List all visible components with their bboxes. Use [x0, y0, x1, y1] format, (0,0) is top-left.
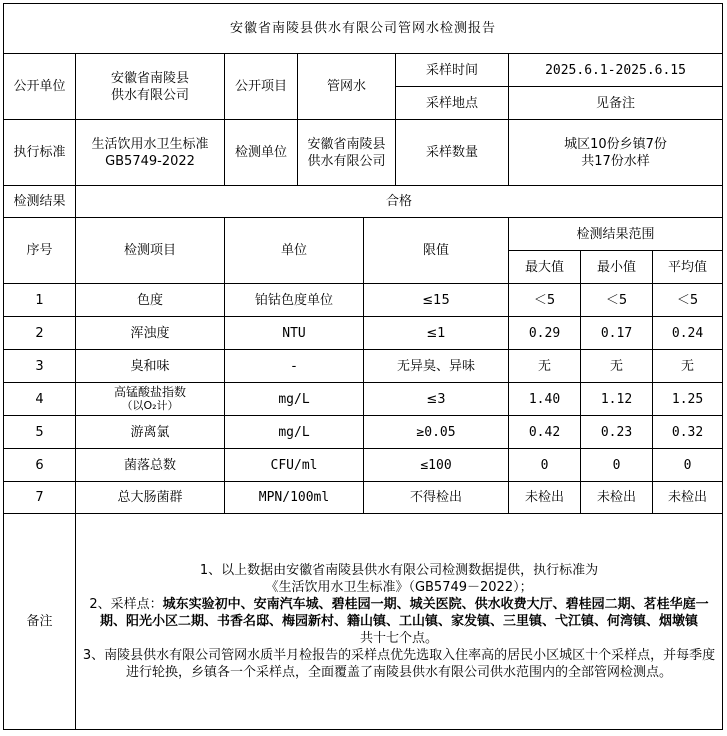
result-row [4, 186, 723, 218]
row-min: 未检出 [581, 482, 653, 514]
row-min: 0.23 [581, 416, 653, 449]
row-max: 0 [509, 449, 581, 482]
header-row-3 [4, 120, 723, 186]
col-range-header: 检测结果范围 [509, 218, 723, 251]
table-row [4, 416, 723, 449]
row-limit: 不得检出 [364, 482, 509, 514]
item-label: 公开项目 [225, 54, 298, 120]
col-min-header: 最小值 [581, 251, 653, 284]
row-unit: MPN/100ml [225, 482, 364, 514]
column-header-row-1 [4, 218, 723, 251]
note-2-tail: 共十七个点。 [360, 631, 439, 646]
col-item-header: 检测项目 [76, 218, 225, 284]
header-row-1 [4, 54, 723, 87]
standard-value-line-1: 生活饮用水卫生标准 [91, 136, 209, 152]
row-no: 4 [4, 383, 76, 416]
item-value: 管网水 [298, 54, 396, 120]
row-min: 1.12 [581, 383, 653, 416]
result-value: 合格 [76, 186, 723, 218]
row-avg: 未检出 [653, 482, 723, 514]
note-1-line-1: 1、以上数据由安徽省南陵县供水有限公司检测数据提供，执行标准为 [199, 563, 599, 578]
row-no: 3 [4, 350, 76, 383]
row-limit: ≤15 [364, 284, 509, 317]
col-max-header: 最大值 [509, 251, 581, 284]
row-item: 臭和味 [76, 350, 225, 383]
sample-count-value-line-2: 共17份水样 [581, 153, 650, 169]
row-limit: 无异臭、异味 [364, 350, 509, 383]
table-row [4, 449, 723, 482]
row-max: 0.42 [509, 416, 581, 449]
row-no: 5 [4, 416, 76, 449]
standard-value-line-2: GB5749-2022 [105, 153, 195, 169]
title-row [4, 4, 723, 54]
row-item: 浑浊度 [76, 317, 225, 350]
row-item: 色度 [76, 284, 225, 317]
row-unit: - [225, 350, 364, 383]
notes-row [4, 514, 723, 730]
row-max: ＜5 [509, 284, 581, 317]
row-item [76, 383, 225, 416]
row-avg: 0.32 [653, 416, 723, 449]
sample-count-label: 采样数量 [396, 120, 509, 186]
standard-value [76, 120, 225, 186]
row-item: 菌落总数 [76, 449, 225, 482]
water-quality-report [3, 3, 723, 730]
col-avg-header: 平均值 [653, 251, 723, 284]
col-unit-header: 单位 [225, 218, 364, 284]
col-limit-header: 限值 [364, 218, 509, 284]
row-avg: 无 [653, 350, 723, 383]
result-label: 检测结果 [4, 186, 76, 218]
row-no: 6 [4, 449, 76, 482]
sample-count-value-line-1: 城区10份乡镇7份 [564, 136, 667, 152]
row-avg: ＜5 [653, 284, 723, 317]
note-2-lead: 2、采样点： [89, 597, 163, 612]
row-avg: 1.25 [653, 383, 723, 416]
row-min: 0.17 [581, 317, 653, 350]
publisher-value-line-2: 供水有限公司 [110, 87, 189, 103]
notes-content [76, 514, 723, 730]
row-unit: CFU/ml [225, 449, 364, 482]
publisher-value-line-1: 安徽省南陵县 [110, 70, 189, 86]
note-2 [79, 596, 719, 630]
table-row [4, 317, 723, 350]
note-1-line-2: 《生活饮用水卫生标准》（GB5749－2022）； [265, 580, 533, 595]
note-2-sampling-points: 城东实验初中、安南汽车城、碧桂园一期、城关医院、供水收费大厅、碧桂园二期、茗桂华庭一期、阳光小区二期、书香名邸、梅园新村、籍山镇、工山镇、家发镇、三里镇、弋江镇、何湾镇、烟墩镇 [100, 597, 709, 629]
row-max: 1.40 [509, 383, 581, 416]
sample-count-value [509, 120, 723, 186]
report-table [3, 3, 723, 730]
testing-unit-value [298, 120, 396, 186]
report-title: 安徽省南陵县供水有限公司管网水检测报告 [4, 4, 723, 54]
table-row [4, 350, 723, 383]
table-row [4, 383, 723, 416]
row-item-main: 高锰酸盐指数 [113, 385, 186, 399]
testing-unit-value-line-1: 安徽省南陵县 [307, 136, 386, 152]
row-unit: 铂钴色度单位 [225, 284, 364, 317]
sampling-time-label: 采样时间 [396, 54, 509, 87]
row-min: 0 [581, 449, 653, 482]
row-avg: 0.24 [653, 317, 723, 350]
row-unit: NTU [225, 317, 364, 350]
row-limit: ≤100 [364, 449, 509, 482]
row-min: 无 [581, 350, 653, 383]
row-max: 0.29 [509, 317, 581, 350]
testing-unit-value-line-2: 供水有限公司 [307, 153, 386, 169]
row-item: 总大肠菌群 [76, 482, 225, 514]
row-limit: ≤1 [364, 317, 509, 350]
col-no-header: 序号 [4, 218, 76, 284]
sampling-place-label: 采样地点 [396, 87, 509, 120]
row-max: 未检出 [509, 482, 581, 514]
row-min: ＜5 [581, 284, 653, 317]
table-row [4, 284, 723, 317]
row-unit: mg/L [225, 383, 364, 416]
row-limit: ≤3 [364, 383, 509, 416]
note-3: 3、南陵县供水有限公司管网水质半月检报告的采样点优先选取入住率高的居民小区城区十个采样点，并每季度进行轮换，乡镇各一个采样点，全面覆盖了南陵县供水有限公司供水范围内的全部管网检测点。 [82, 648, 716, 680]
table-row [4, 482, 723, 514]
row-limit: ≥0.05 [364, 416, 509, 449]
row-item-sub: （以O₂计） [121, 399, 179, 412]
sampling-time-value: 2025.6.1-2025.6.15 [509, 54, 723, 87]
row-avg: 0 [653, 449, 723, 482]
standard-label: 执行标准 [4, 120, 76, 186]
row-no: 2 [4, 317, 76, 350]
row-item: 游离氯 [76, 416, 225, 449]
row-max: 无 [509, 350, 581, 383]
publisher-value [76, 54, 225, 120]
row-no: 1 [4, 284, 76, 317]
row-unit: mg/L [225, 416, 364, 449]
notes-label: 备注 [4, 514, 76, 730]
testing-unit-label: 检测单位 [225, 120, 298, 186]
sampling-place-value: 见备注 [509, 87, 723, 120]
publisher-label: 公开单位 [4, 54, 76, 120]
row-no: 7 [4, 482, 76, 514]
